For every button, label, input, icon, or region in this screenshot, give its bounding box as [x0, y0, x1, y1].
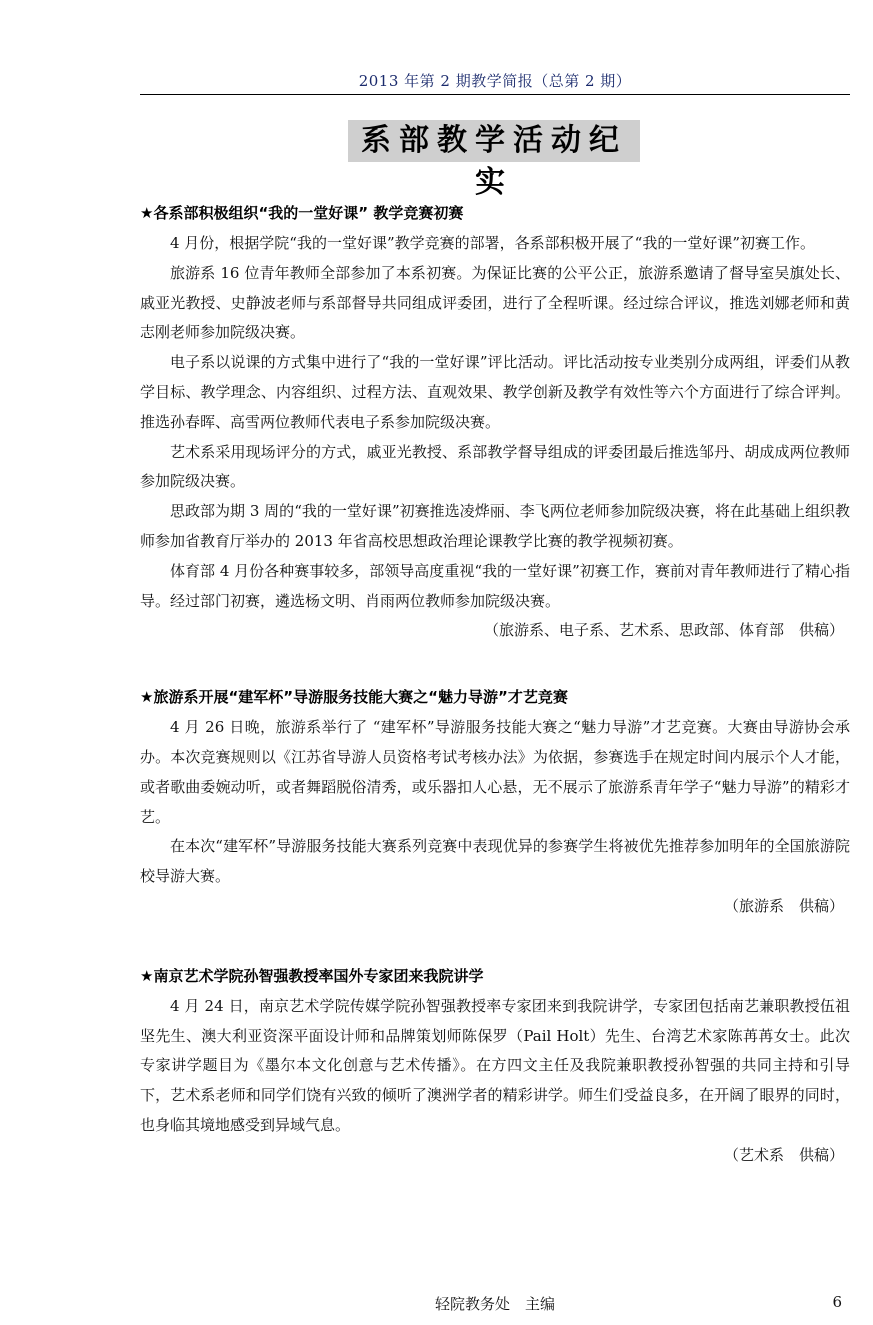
- article-paragraph: 电子系以说课的方式集中进行了“我的一堂好课”评比活动。评比活动按专业类别分成两组，评委们从教学目标、教学理念、内容组织、过程方法、直观效果、教学创新及教学有效性等六个方面进行了综合评判。推选孙春晖、高雪两位教师代表电子系参加院级决赛。: [140, 353, 850, 431]
- footer-editor: 轻院教务处 主编: [434, 1295, 555, 1313]
- article-1: [140, 197, 850, 646]
- page-header: 2013 年第 2 期教学简报（总第 2 期）: [358, 72, 632, 90]
- article-paragraph: 4 月 24 日，南京艺术学院传媒学院孙智强教授率专家团来到我院讲学，专家团包括南艺兼职教授伍祖坚先生、澳大利亚资深平面设计师和品牌策划师陈保罗（Pail Holt）先生、台湾艺术家陈苒苒女士。此次专家讲学题目为《墨尔本文化创意与艺术传播》。在方四文主任及我院兼职教授孙智强的共同主持和引导下，艺术系老师和同学们饶有兴致的倾听了澳洲学者的精彩讲学。师生们受益良多，在开阔了眼界的同时，也身临其境地感受到异域气息。: [140, 996, 850, 1134]
- page-title: 系部教学活动纪实: [348, 120, 640, 162]
- article-paragraph: 体育部 4 月份各种赛事较多，部领导高度重视“我的一堂好课”初赛工作，赛前对青年教师进行了精心指导。经过部门初赛，遴选杨文明、肖雨两位教师参加院级决赛。: [140, 561, 850, 610]
- article-paragraph: 在本次“建军杯”导游服务技能大赛系列竞赛中表现优异的参赛学生将被优先推荐参加明年的全国旅游院校导游大赛。: [140, 837, 850, 886]
- section-spacer: [140, 646, 850, 681]
- article-paragraph: 艺术系采用现场评分的方式，戚亚光教授、系部教学督导组成的评委团最后推选邹丹、胡成成两位教师参加院级决赛。: [140, 442, 850, 491]
- article-2: [140, 681, 850, 922]
- article-paragraph: 思政部为期 3 周的“我的一堂好课”初赛推选凌烨丽、李飞两位老师参加院级决赛，将在此基础上组织教师参加省教育厅举办的 2013 年省高校思想政治理论课教学比赛的教学视频初赛。: [140, 502, 850, 550]
- section-spacer: [140, 922, 850, 960]
- article-paragraph: 4 月 26 日晚，旅游系举行了 “建军杯”导游服务技能大赛之“魅力导游”才艺竞赛。大赛由导游协会承办。本次竞赛规则以《江苏省导游人员资格考试考核办法》为依据，参赛选手在规定时间内展示个人才能，或者歌曲委婉动听，或者舞蹈脱俗清秀，或乐器扣人心悬，无不展示了旅游系青年学子“魅力导游”的精彩才艺。: [140, 718, 850, 826]
- article-source: （艺术系 供稿）: [723, 1145, 844, 1164]
- header-divider: [140, 94, 850, 95]
- article-paragraph: 旅游系 16 位青年教师全部参加了本系初赛。为保证比赛的公平公正，旅游系邀请了督导室吴旗处长、戚亚光教授、史静波老师与系部督导共同组成评委团，进行了全程听课。经过综合评议，推选刘娜老师和黄志刚老师参加院级决赛。: [140, 263, 850, 342]
- article-list: [140, 197, 850, 1171]
- page-number: 6: [832, 1293, 842, 1311]
- article-headline: ★各系部积极组织“我的一堂好课” 教学竞赛初赛: [140, 204, 464, 222]
- article-source: （旅游系、电子系、艺术系、思政部、体育部 供稿）: [483, 621, 844, 640]
- article-headline: ★旅游系开展“建军杯”导游服务技能大赛之“魅力导游”才艺竞赛: [140, 688, 568, 707]
- article-source: （旅游系 供稿）: [723, 896, 844, 915]
- article-paragraph: 4 月份，根据学院“我的一堂好课”教学竞赛的部署，各系部积极开展了“我的一堂好课”初赛工作。: [170, 234, 815, 252]
- article-headline: ★南京艺术学院孙智强教授率国外专家团来我院讲学: [140, 966, 484, 985]
- article-3: [140, 960, 850, 1171]
